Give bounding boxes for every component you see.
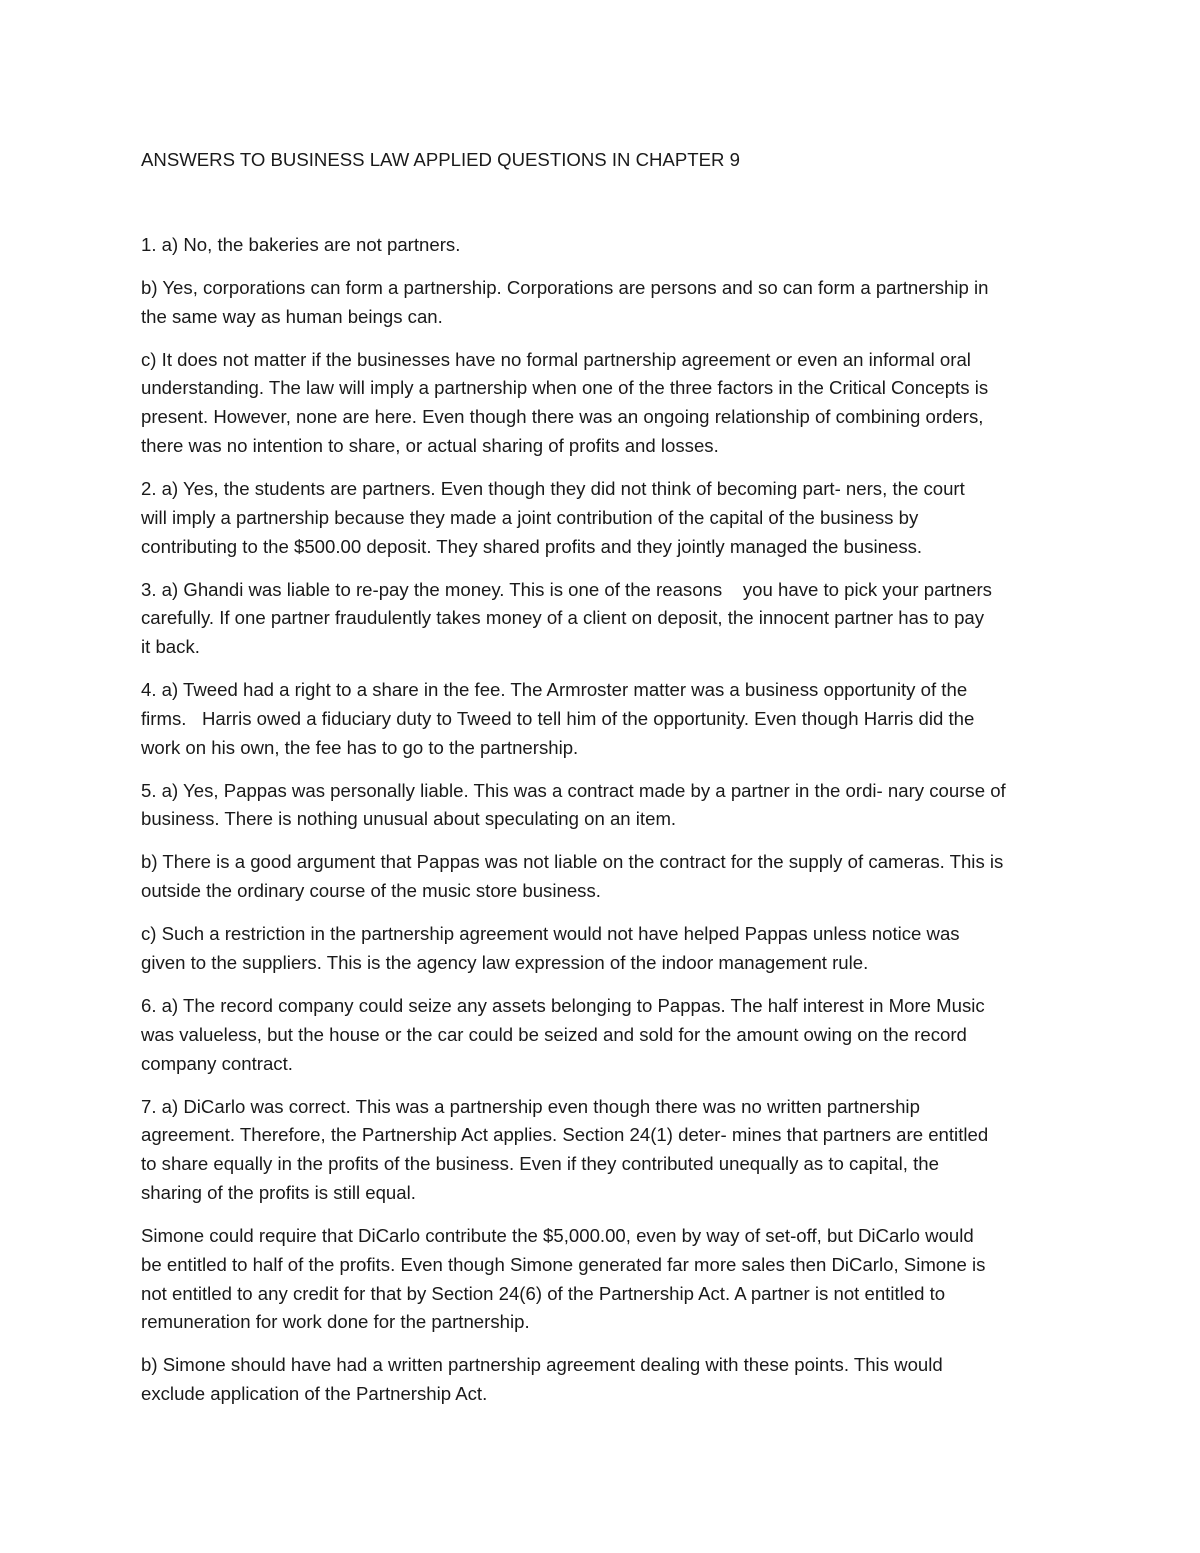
answer-7a (141, 1093, 1066, 1208)
paragraph-line: c) Such a restriction in the partnership agreement would not have helped Pappas unless notice was (141, 923, 960, 945)
answer-1b (141, 274, 1066, 332)
paragraph-line: will imply a partnership because they made a joint contribution of the capital of the business by (141, 506, 919, 528)
answer-5c (141, 920, 1066, 978)
paragraph-line: 5. a) Yes, Pappas was personally liable. This was a contract made by a partner in the ordi- nary course of (141, 779, 1006, 801)
paragraph-line: 3. a) Ghandi was liable to re-pay the money. This is one of the reasons you have to pick your partners (141, 578, 992, 600)
paragraph-line: remuneration for work done for the partnership. (141, 1311, 530, 1333)
paragraph-line: 2. a) Yes, the students are partners. Even though they did not think of becoming part- ners, the court (141, 477, 965, 499)
paragraph-line: carefully. If one partner fraudulently takes money of a client on deposit, the innocent partner has to pay (141, 607, 985, 629)
paragraph-line: not entitled to any credit for that by Section 24(6) of the Partnership Act. A partner is not entitled to (141, 1282, 946, 1304)
paragraph-line: 4. a) Tweed had a right to a share in the fee. The Armroster matter was a business opportunity of the (141, 679, 968, 701)
answer-1c (141, 346, 1066, 461)
answer-3a (141, 576, 1066, 662)
paragraph-line: 1. a) No, the bakeries are not partners. (141, 233, 461, 255)
paragraph-line: given to the suppliers. This is the agency law expression of the indoor management rule. (141, 952, 869, 974)
paragraph-line: outside the ordinary course of the music store business. (141, 880, 601, 902)
document-body (141, 146, 1066, 1423)
answer-5b (141, 848, 1066, 906)
paragraph-line: understanding. The law will imply a partnership when one of the three factors in the Critical Concepts is (141, 377, 989, 399)
paragraph-line: was valueless, but the house or the car could be seized and sold for the amount owing on the record (141, 1023, 967, 1045)
paragraph-line: b) Yes, corporations can form a partnership. Corporations are persons and so can form a partnership in (141, 276, 989, 298)
paragraph-line: there was no intention to share, or actual sharing of profits and losses. (141, 434, 719, 456)
paragraph-line: contributing to the $500.00 deposit. They shared profits and they jointly managed the business. (141, 535, 923, 557)
answer-5a (141, 777, 1066, 835)
paragraph-line: firms. Harris owed a fiduciary duty to Tweed to tell him of the opportunity. Even though Harris did the (141, 707, 975, 729)
answer-2a (141, 475, 1066, 561)
document-title: ANSWERS TO BUSINESS LAW APPLIED QUESTIONS IN CHAPTER 9 (141, 149, 740, 170)
paragraph-line: b) There is a good argument that Pappas was not liable on the contract for the supply of cameras. This is (141, 851, 1004, 873)
paragraph-line: business. There is nothing unusual about speculating on an item. (141, 808, 677, 830)
paragraph-line: exclude application of the Partnership Act. (141, 1383, 488, 1405)
answer-4a (141, 676, 1066, 762)
paragraph-line: be entitled to half of the profits. Even though Simone generated far more sales then DiCarlo, Simone is (141, 1253, 986, 1275)
answer-7a-continued (141, 1222, 1066, 1337)
paragraph-line: sharing of the profits is still equal. (141, 1181, 416, 1203)
paragraph-line: the same way as human beings can. (141, 305, 443, 327)
paragraph-line: it back. (141, 636, 200, 658)
answer-6a (141, 992, 1066, 1078)
paragraph-line: company contract. (141, 1052, 293, 1074)
paragraph-line: to share equally in the profits of the business. Even if they contributed unequally as to capital, the (141, 1153, 939, 1175)
paragraph-line: c) It does not matter if the businesses have no formal partnership agreement or even an informal oral (141, 348, 971, 370)
paragraph-line: b) Simone should have had a written partnership agreement dealing with these points. This would (141, 1354, 943, 1376)
paragraph-line: present. However, none are here. Even though there was an ongoing relationship of combining orders, (141, 406, 984, 428)
answer-7b (141, 1351, 1066, 1409)
paragraph-line: Simone could require that DiCarlo contribute the $5,000.00, even by way of set-off, but DiCarlo would (141, 1224, 974, 1246)
paragraph-line: work on his own, the fee has to go to the partnership. (141, 736, 579, 758)
paragraph-line: 7. a) DiCarlo was correct. This was a partnership even though there was no written partnership (141, 1095, 920, 1117)
paragraph-line: agreement. Therefore, the Partnership Act applies. Section 24(1) deter- mines that partners are entitled (141, 1124, 989, 1146)
answer-1a (141, 231, 1066, 260)
paragraph-line: 6. a) The record company could seize any assets belonging to Pappas. The half interest in More Music (141, 995, 985, 1017)
